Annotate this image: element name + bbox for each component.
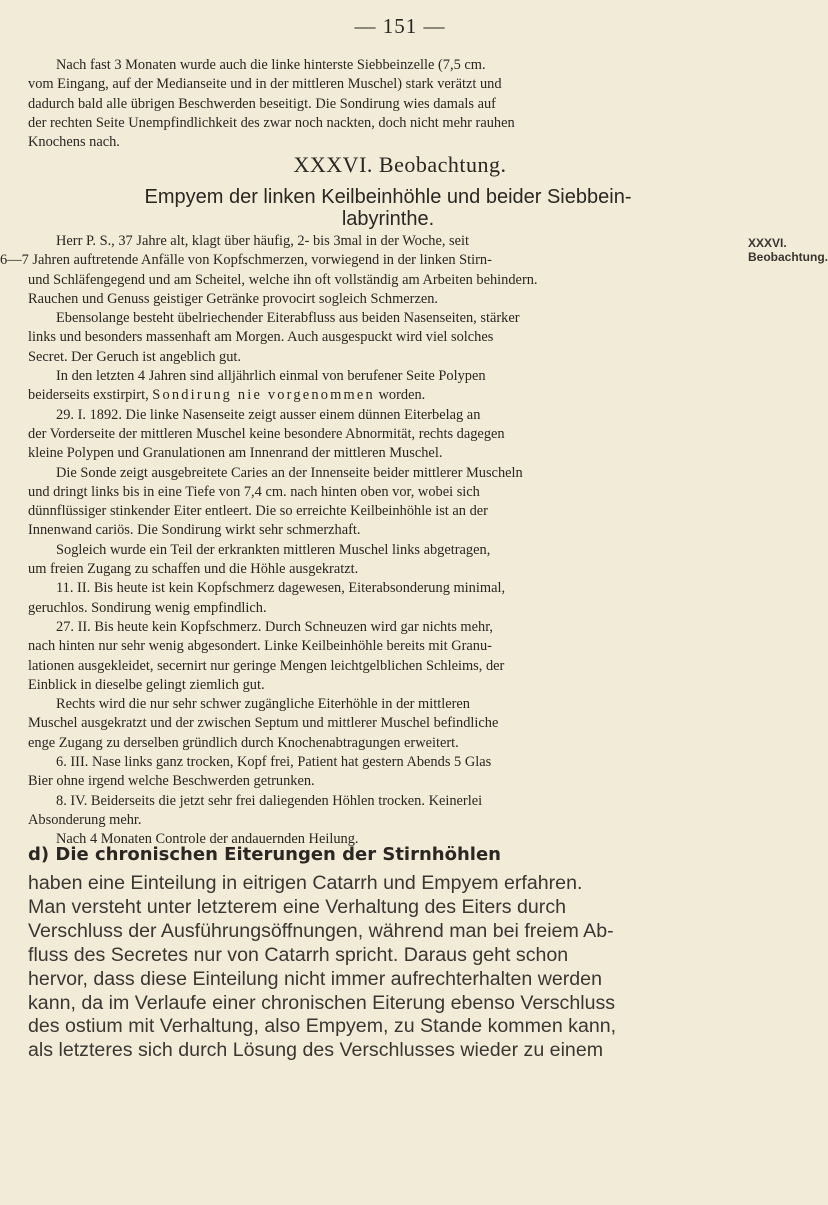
text-line: Knochens nach. — [28, 134, 120, 151]
case-title-line: labyrinthe. — [341, 208, 435, 230]
page-number: — 151 — — [354, 14, 446, 38]
case-title — [28, 186, 748, 230]
text-line: und Schläfengegend und am Scheitel, welche ihn oft vollständig am Arbeiten behindern. — [28, 271, 538, 288]
text-line: Verschluss der Ausführungsöffnungen, während man bei freiem Ab- — [28, 919, 614, 942]
text-line: als letzteres sich durch Lösung des Verschlusses wieder zu einem — [28, 1039, 604, 1062]
text-line: 6. III. Nase links ganz trocken, Kopf frei, Patient hat gestern Abends 5 Glas — [56, 754, 492, 771]
section-paragraph — [28, 872, 740, 1063]
paragraph — [28, 695, 738, 753]
text-line: hervor, dass diese Einteilung nicht immer aufrechterhalten werden — [28, 967, 602, 990]
text-line: Ebensolange besteht übelriechender Eiterabfluss aus beiden Nasenseiten, stärker — [56, 310, 520, 327]
text-line: 29. I. 1892. Die linke Nasenseite zeigt ausser einem dünnen Eiterbelag an — [56, 406, 481, 423]
text-line: des ostium mit Verhaltung, also Empyem, zu Stande kommen kann, — [28, 1015, 617, 1038]
text-line: geruchlos. Sondirung wenig empfindlich. — [28, 599, 267, 616]
text-segment: beiderseits exstirpirt, — [28, 387, 153, 404]
text-line: um freien Zugang zu schaffen und die Höhle ausgekratzt. — [28, 561, 359, 578]
text-line: 27. II. Bis heute kein Kopfschmerz. Durch Schneuzen wird gar nichts mehr, — [56, 618, 494, 635]
text-line: Absonderung mehr. — [28, 811, 142, 828]
intro-paragraph — [28, 56, 738, 152]
paragraph — [28, 753, 738, 792]
text-line: Rechts wird die nur sehr schwer zugängliche Eiterhöhle in der mittleren — [56, 696, 470, 713]
text-line: Innenwand cariös. Die Sondirung wirkt sehr schmerzhaft. — [28, 522, 361, 539]
text-line: Man versteht unter letzterem eine Verhaltung des Eiters durch — [28, 895, 567, 918]
paragraph — [28, 309, 738, 367]
text-line: 6—7 Jahren auftretende Anfälle von Kopfschmerzen, vorwiegend in der linken Stirn- — [0, 252, 492, 269]
text-line: der rechten Seite Unempfindlichkeit des zwar noch nackten, doch nicht mehr rauhen — [28, 114, 515, 131]
paragraph — [28, 406, 738, 464]
paragraph — [28, 541, 738, 580]
paragraph — [28, 579, 738, 618]
text-line: 11. II. Bis heute ist kein Kopfschmerz dagewesen, Eiterabsonderung minimal, — [56, 580, 506, 597]
case-body — [0, 232, 738, 850]
text-line: Secret. Der Geruch ist angeblich gut. — [28, 348, 241, 365]
text-line: links und besonders massenhaft am Morgen. Auch ausgespuckt wird viel solches — [28, 329, 494, 346]
case-title-line: Empyem der linken Keilbeinhöhle und beider Siebbein- — [144, 186, 632, 208]
chapter-title: XXXVI. Beobachtung. — [293, 152, 507, 177]
text-line: Herr P. S., 37 Jahre alt, klagt über häufig, 2- bis 3mal in der Woche, seit — [56, 233, 470, 249]
text-line: Einblick in dieselbe gelingt ziemlich gut. — [28, 676, 265, 693]
text-line: Die Sonde zeigt ausgebreitete Caries an der Innenseite beider mittlerer Muscheln — [56, 464, 523, 481]
paragraph — [28, 464, 738, 541]
paragraph — [0, 232, 738, 309]
text-segment: worden. — [374, 387, 426, 404]
text-line: enge Zugang zu derselben gründlich durch Knochenabtragungen erweitert. — [28, 734, 459, 751]
text-line: vom Eingang, auf der Medianseite und in der mittleren Muschel) stark verätzt und — [28, 76, 502, 93]
text-line: Bier ohne irgend welche Beschwerden getrunken. — [28, 773, 315, 790]
text-line: Muschel ausgekratzt und der zwischen Septum und mittlerer Muschel befindliche — [28, 715, 499, 732]
text-line: lationen ausgekleidet, secernirt nur geringe Mengen leichtgelblichen Schleims, der — [28, 657, 505, 674]
text-line: kann, da im Verlaufe einer chronischen Eiterung ebenso Verschluss — [28, 991, 616, 1014]
text-line: Nach 4 Monaten Controle der andauernden Heilung. — [56, 831, 359, 848]
text-line: Rauchen und Genuss geistiger Getränke provocirt sogleich Schmerzen. — [28, 290, 439, 307]
text-line: In den letzten 4 Jahren sind alljährlich einmal von berufener Seite Polypen — [56, 368, 486, 385]
paragraph — [28, 792, 738, 831]
margin-note — [748, 236, 828, 264]
text-line: fluss des Secretes nur von Catarrh spricht. Daraus geht schon — [28, 943, 569, 966]
text-line — [0, 386, 425, 405]
margin-note-number: XXXVI. — [748, 236, 787, 250]
text-line: und dringt links bis in eine Tiefe von 7,4 cm. nach hinten oben vor, wobei sich — [28, 483, 480, 500]
margin-note-label: Beobachtung. — [748, 250, 828, 264]
text-line: Nach fast 3 Monaten wurde auch die linke hinterste Siebbeinzelle (7,5 cm. — [56, 57, 486, 73]
emphasized-text: Sondirung nie vorgenommen — [152, 387, 375, 404]
paragraph — [28, 367, 738, 406]
text-line: der Vorderseite der mittleren Muschel keine besondere Abnormität, rechts dagegen — [28, 425, 505, 442]
text-line: dadurch bald alle übrigen Beschwerden beseitigt. Die Sondirung wies damals auf — [28, 95, 496, 112]
paragraph — [28, 618, 738, 695]
section-heading: d) Die chronischen Eiterungen der Stirnhöhlen — [28, 844, 501, 865]
text-line: 8. IV. Beiderseits die jetzt sehr frei daliegenden Höhlen trocken. Keinerlei — [56, 792, 483, 809]
text-line: kleine Polypen und Granulationen am Innenrand der mittleren Muschel. — [28, 445, 443, 462]
text-line: dünnflüssiger stinkender Eiter entleert. Die so erreichte Keilbeinhöhle ist an der — [28, 503, 488, 520]
text-line: Sogleich wurde ein Teil der erkrankten mittleren Muschel links abgetragen, — [56, 541, 491, 558]
text-line: haben eine Einteilung in eitrigen Catarrh und Empyem erfahren. — [28, 872, 583, 894]
text-line: nach hinten nur sehr wenig abgesondert. Linke Keilbeinhöhle bereits mit Granu- — [28, 638, 492, 655]
